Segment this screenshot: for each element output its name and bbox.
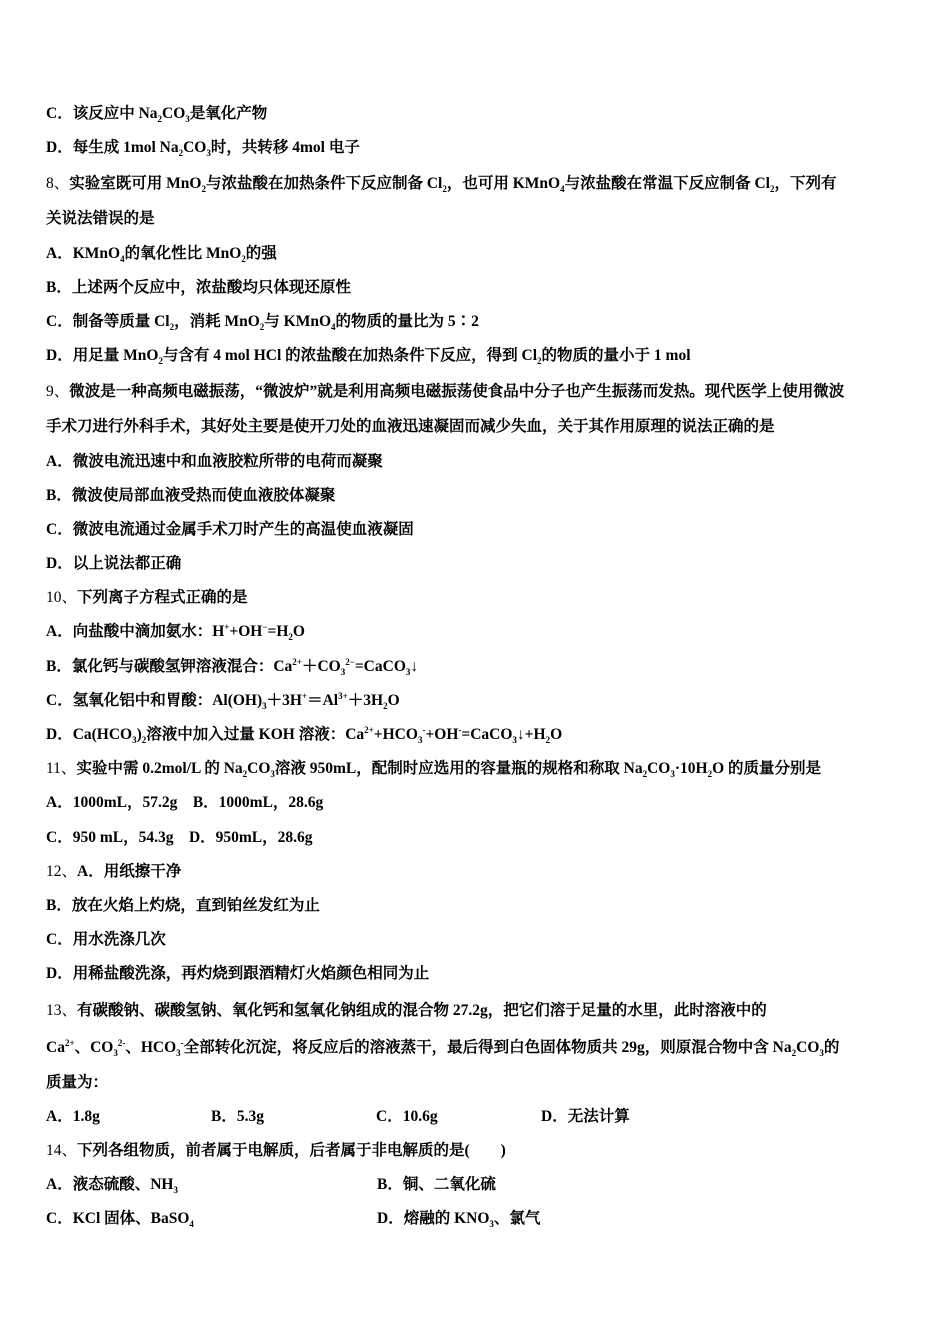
question-number: 10、 [46,589,78,607]
line-text: A．向盐酸中滴加氨水：$H^++OH^-=H_2O$ [46,622,305,643]
line-text: D．用稀盐酸洗涤，再灼烧到跟酒精灯火焰颜色相同为止 [46,965,430,983]
question-number: 12、 [46,862,78,880]
text-line [46,445,908,479]
line-text: 手术刀进行外科手术，其好处主要是使开刀处的血液迅速凝固而减少失血，关于其作用原理的说法正确的是 [46,418,775,436]
text-line [46,547,908,581]
text-line [46,131,908,165]
text-line [46,410,908,444]
line-text: D．以上说法都正确 [46,555,182,573]
question-number: 11、 [46,760,77,778]
line-text: 微波是一种高频电磁振荡，“微波炉”就是利用高频电磁振荡使食品中分子也产生振荡而发热。现代医学上使用微波 [69,383,845,401]
text-line [46,923,908,957]
line-text: 下列离子方程式正确的是 [77,589,248,607]
line-text: B．微波使局部血液受热而使血液胶体凝聚 [46,486,336,504]
answer-option: B．5.3g [211,1107,264,1125]
text-line [46,97,908,131]
answer-option: A．液态硫酸、$NH_3$ [46,1176,178,1196]
answer-option: B．铜、二氧化硫 [377,1176,496,1194]
line-text: C．该反应中 $Na_2CO_3$是氧化产物 [46,105,268,125]
text-line [46,339,908,373]
document-page [46,97,908,1236]
question-line [46,581,908,615]
text-line [46,786,908,820]
line-text: A．用纸擦干净 [77,862,182,880]
line-text: $Ca^{2+}$、$CO_3^{2-}$、$HCO_3^-$全部转化沉淀，将反应后的溶液蒸干，最后得到白色固体物质共 29g，则原混合物中含 $Na_2CO_3$的 [46,1037,840,1058]
line-text: B．放在火焰上灼烧，直到铂丝发红为止 [46,896,320,914]
text-line [46,202,908,236]
answer-option: A．1.8g [46,1107,100,1125]
question-line [46,373,908,410]
text-line [46,650,908,684]
text-line [46,271,908,305]
line-text: 实验室既可用 MnO$_2$与浓盐酸在加热条件下反应制备 $Cl_2$，也可用 KMnO$_4$与浓盐酸在常温下反应制备 $Cl_2$，下列有 [69,175,837,195]
question-number: 13、 [46,1001,78,1019]
text-line [46,821,908,855]
line-text: D．每生成 1mol $Na_2CO_3$时，共转移 4mol 电子 [46,139,360,159]
line-text: 质量为： [46,1073,109,1091]
answer-option: D．无法计算 [541,1107,630,1125]
line-text: D．用足量 MnO$_2$与含有 4 mol HCl 的浓盐酸在加热条件下反应，得到 $Cl_2$的物质的量小于 1 mol [46,347,691,367]
answer-option: C．10.6g [376,1107,438,1125]
line-text: A．微波电流迅速中和血液胶粒所带的电荷而凝聚 [46,452,383,470]
line-text: 下列各组物质，前者属于电解质，后者属于非电解质的是( ) [77,1141,506,1159]
text-line [46,479,908,513]
line-text: D．$Ca(HCO_3)_2$溶液中加入过量 KOH 溶液：$Ca^{2+}+HCO_3^-+OH^-=CaCO_3↓+H_2O$ [46,724,563,746]
answer-option: C．KCl 固体、BaSO$_4$ [46,1210,194,1230]
text-line [46,237,908,271]
line-text: C．氢氧化铝中和胃酸：$Al(OH)_3+3H^+=Al^{3+}+3H_2O$ [46,690,400,711]
question-line [46,855,908,889]
question-line [46,992,908,1029]
line-text: B．氯化钙与碳酸氢钾溶液混合：$Ca^{2+}+CO_3^{2-}=CaCO_3↓$ [46,656,419,677]
text-line [46,957,908,991]
question-number: 14、 [46,1141,78,1159]
text-line [46,1029,908,1066]
question-line [46,752,908,786]
answer-option: D．熔融的 $KNO_3$、氯气 [377,1210,541,1230]
text-line [46,684,908,718]
line-text: 有碳酸钠、碳酸氢钠、氧化钙和氢氧化钠组成的混合物 27.2g，把它们溶于足量的水里，此时溶液中的 [77,1001,767,1019]
question-line [46,165,908,202]
text-line [46,615,908,649]
text-line [46,889,908,923]
line-text: C．微波电流通过金属手术刀时产生的高温使血液凝固 [46,520,414,538]
question-line [46,1134,908,1168]
text-line [46,718,908,752]
line-text: 关说法错误的是 [46,210,155,228]
line-text: B．上述两个反应中，浓盐酸均只体现还原性 [46,278,351,296]
text-line [46,1202,908,1236]
text-line [46,1100,908,1134]
line-text: C．制备等质量 $Cl_2$，消耗 MnO$_2$与 KMnO$_4$的物质的量比为 5∶2 [46,312,479,333]
line-text: A．KMnO$_4$的氧化性比 MnO$_2$的强 [46,244,277,264]
text-line [46,1066,908,1100]
line-text: 实验中需 0.2mol/L 的 $Na_2CO_3$溶液 950mL，配制时应选用的容量瓶的规格和称取 $Na_2CO_3\cdot 10H_2O$ 的质量分别是 [76,760,822,780]
text-line [46,305,908,339]
text-line [46,513,908,547]
question-number: 9、 [46,383,70,401]
line-text: C．950 mL，54.3g D．950mL，28.6g [46,828,313,846]
line-text: C．用水洗涤几次 [46,931,166,949]
text-line [46,1168,908,1202]
line-text: A．1000mL，57.2g B．1000mL，28.6g [46,794,324,812]
question-number: 8、 [46,175,70,193]
